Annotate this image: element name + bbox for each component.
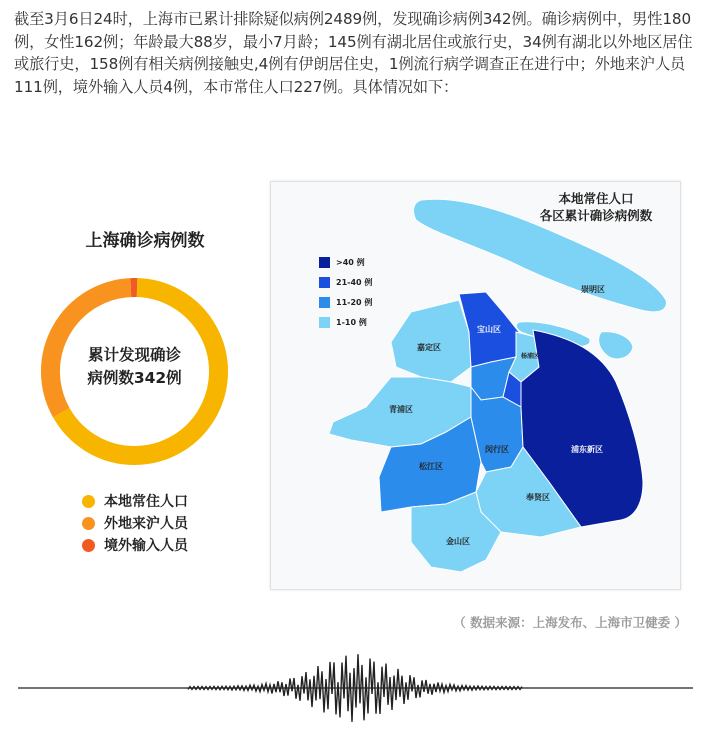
map-label-jiading: 嘉定区 (417, 343, 441, 352)
donut-center-label (38, 344, 231, 390)
map-label-pudong: 浦东新区 (571, 445, 603, 454)
legend-swatch-nonlocal (82, 517, 95, 530)
map-legend-label-21-40: 21-40 例 (336, 277, 373, 287)
map-legend-label-1-10: 1-10 例 (336, 317, 367, 327)
legend-label-nonlocal: 外地来沪人员 (104, 516, 188, 532)
donut-chart-title: 上海确诊病例数 (85, 231, 205, 251)
donut-center-line2: 病例数342例 (87, 369, 182, 387)
legend-item-nonlocal (82, 512, 188, 534)
map-legend-label-40plus: >40 例 (336, 257, 365, 267)
map-label-qingpu: 青浦区 (389, 405, 413, 414)
map-legend-item-21-40 (319, 272, 372, 292)
map-legend-swatch-21-40 (319, 277, 330, 288)
map-label-baoshan: 宝山区 (477, 325, 501, 334)
legend-item-imported (82, 534, 188, 556)
legend-item-local (82, 490, 188, 512)
shanghai-map (271, 182, 680, 589)
donut-center-line1: 累计发现确诊 (87, 346, 181, 364)
legend-label-imported: 境外输入人员 (104, 538, 188, 554)
map-label-minhang: 闵行区 (485, 445, 509, 454)
data-source-note: （ 数据来源：上海发布、上海市卫健委 ） (453, 615, 687, 630)
map-legend (319, 252, 372, 332)
article-paragraph: 截至3月6日24时，上海市已累计排除疑似病例2489例，发现确诊病例342例。确诊病例中，男性180例，女性162例；年龄最大88岁，最小7月龄；145例有湖北居住或旅行史，34例有湖北以外地区居住或旅行史，158例有相关病例接触史,4例有伊朗居住史，1例流行病学调查正在进行中；外地来沪人员111例，境外输入人员4例，本市常住人口227例。具体情况如下： (14, 10, 693, 96)
map-legend-label-11-20: 11-20 例 (336, 297, 373, 307)
donut-legend (82, 490, 188, 556)
map-title-line1: 本地常住人口 (558, 191, 634, 206)
map-label-fengxian: 奉贤区 (526, 493, 550, 502)
map-legend-swatch-1-10 (319, 317, 330, 328)
map-label-yangpu: 杨浦区 (521, 353, 540, 360)
legend-swatch-imported (82, 539, 95, 552)
map-label-songjiang: 松江区 (419, 462, 443, 471)
map-label-chongming: 崇明区 (581, 285, 605, 294)
legend-label-local: 本地常住人口 (104, 494, 188, 510)
region-jiading (391, 300, 471, 382)
map-legend-item-11-20 (319, 292, 372, 312)
waveform-divider (18, 652, 693, 724)
map-legend-swatch-40plus (319, 257, 330, 268)
legend-swatch-local (82, 495, 95, 508)
map-title-line2: 各区累计确诊病例数 (539, 208, 653, 223)
map-legend-item-40plus (319, 252, 372, 272)
map-label-jinshan: 金山区 (446, 537, 470, 546)
map-legend-swatch-11-20 (319, 297, 330, 308)
map-legend-item-1-10 (319, 312, 372, 332)
district-map-panel (270, 181, 681, 590)
region-hengsha (599, 332, 633, 359)
map-title (526, 190, 666, 224)
